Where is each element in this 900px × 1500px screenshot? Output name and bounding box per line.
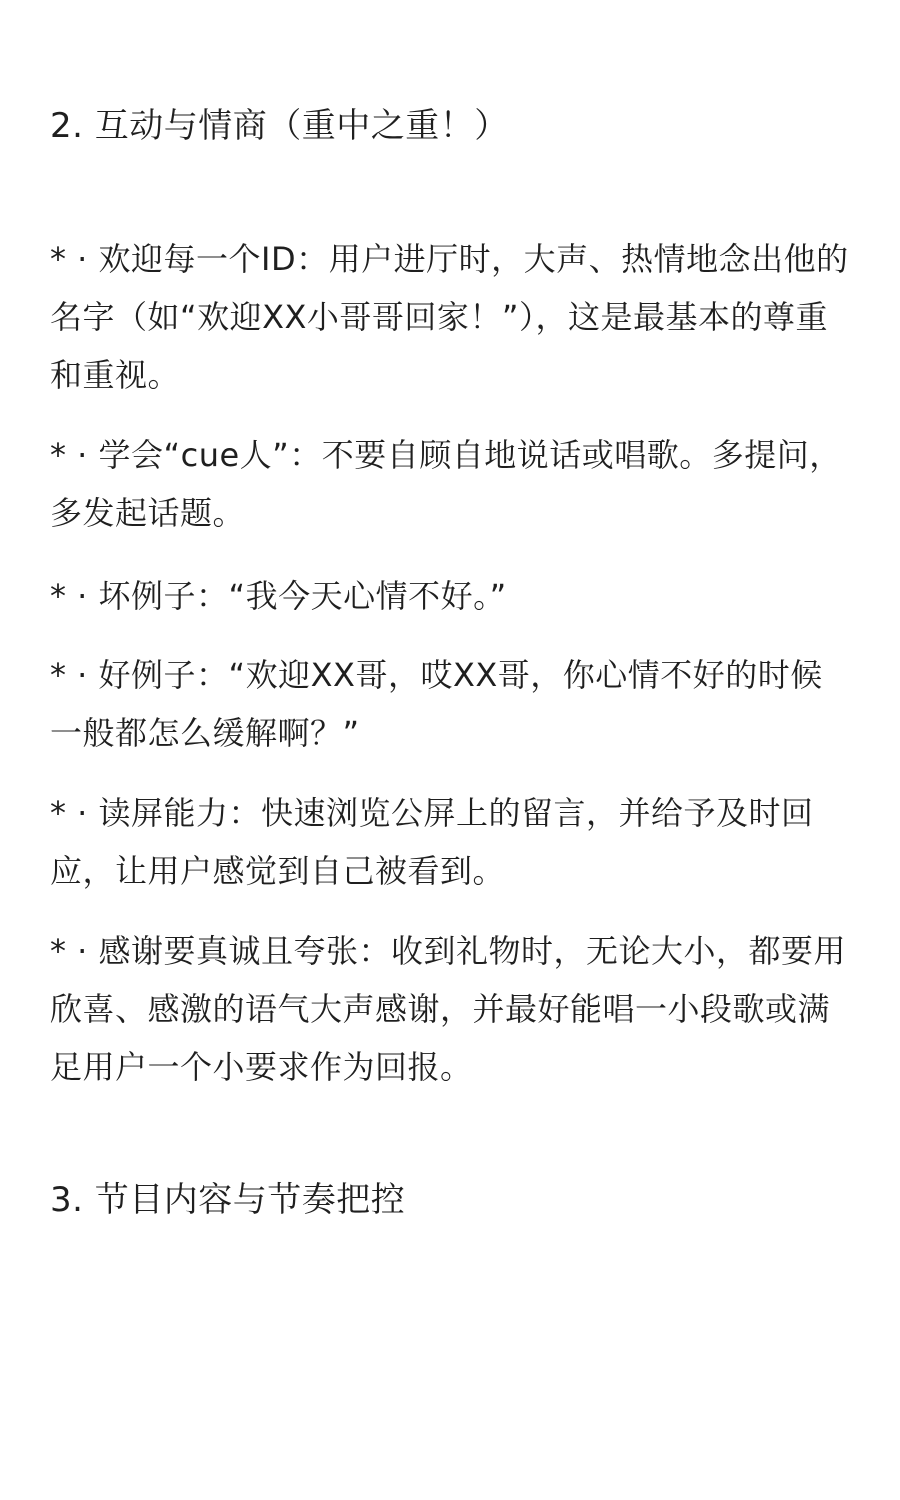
- bullet-bad-example: * · 坏例子：“我今天心情不好。”: [50, 577, 507, 615]
- bullet-cue-people: * · 学会“cue人”：不要自顾自地说话或唱歌。多提问，多发起话题。: [50, 436, 842, 532]
- section-3-heading: 3. 节目内容与节奏把控: [50, 1180, 406, 1220]
- bullet-welcome-id: * · 欢迎每一个ID：用户进厅时，大声、热情地念出他的名字（如“欢迎XX小哥哥回家！”），这是最基本的尊重和重视。: [50, 240, 849, 394]
- bullet-screen-reading: * · 读屏能力：快速浏览公屏上的留言，并给予及时回应，让用户感觉到自己被看到。: [50, 794, 814, 890]
- bullet-sincere-thanks: * · 感谢要真诚且夸张：收到礼物时，无论大小，都要用欣喜、感激的语气大声感谢，并最好能唱一小段歌或满足用户一个小要求作为回报。: [50, 932, 847, 1086]
- section-2-heading: 2. 互动与情商（重中之重！）: [50, 106, 509, 146]
- bullet-good-example: * · 好例子：“欢迎XX哥，哎XX哥，你心情不好的时候一般都怎么缓解啊？”: [50, 656, 823, 752]
